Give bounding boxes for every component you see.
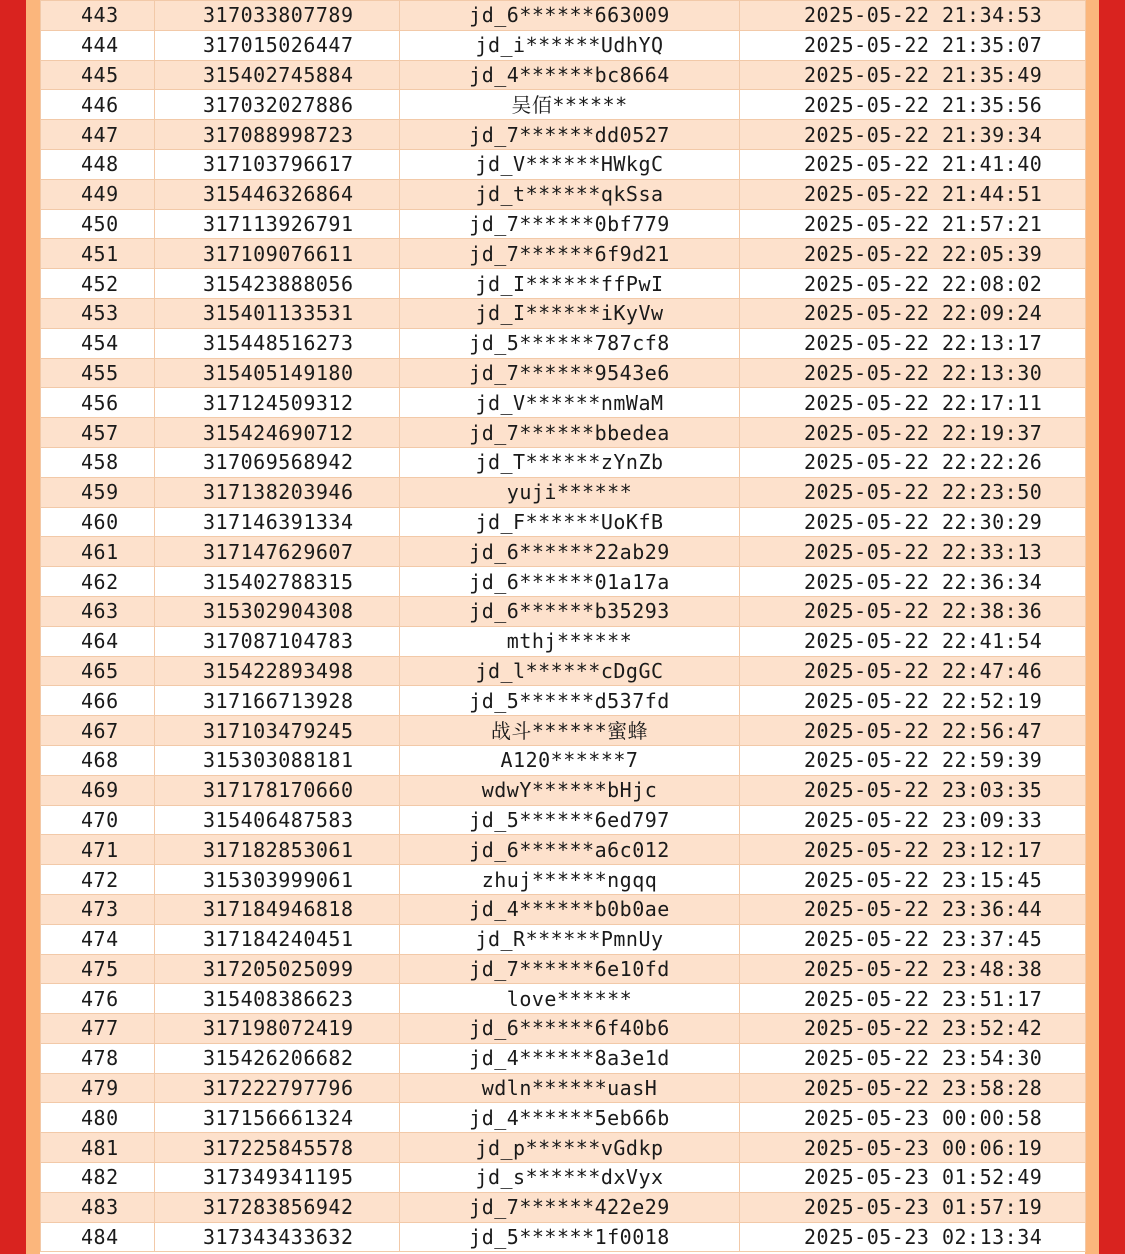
table-row [41,805,1086,835]
timestamp: 2025-05-23 00:00:58 [740,1103,1086,1133]
user-name: jd_4******b0b0ae [400,894,740,924]
order-id: 315406487583 [155,805,400,835]
row-number: 480 [41,1103,155,1133]
row-number: 466 [41,686,155,716]
timestamp: 2025-05-22 23:54:30 [740,1043,1086,1073]
row-number: 452 [41,269,155,299]
table-row [41,775,1086,805]
table-row [41,447,1086,477]
table-row [41,656,1086,686]
table-row [41,1222,1086,1252]
user-name: jd_V******nmWaM [400,388,740,418]
user-name: jd_6******01a17a [400,567,740,597]
user-name: jd_6******22ab29 [400,537,740,567]
row-number: 457 [41,418,155,448]
timestamp: 2025-05-22 21:35:56 [740,90,1086,120]
timestamp: 2025-05-22 23:52:42 [740,1014,1086,1044]
order-id: 317198072419 [155,1014,400,1044]
row-number: 444 [41,30,155,60]
order-id: 317184240451 [155,924,400,954]
table-row [41,328,1086,358]
timestamp: 2025-05-22 23:15:45 [740,865,1086,895]
user-name: mthj****** [400,626,740,656]
order-id: 315401133531 [155,298,400,328]
table-row [41,1192,1086,1222]
user-name: jd_6******b35293 [400,596,740,626]
order-id: 317138203946 [155,477,400,507]
timestamp: 2025-05-22 22:36:34 [740,567,1086,597]
winners-table [40,0,1086,1252]
table-body [41,1,1086,1252]
user-name: jd_7******9543e6 [400,358,740,388]
user-name: jd_V******HWkgC [400,149,740,179]
timestamp: 2025-05-22 23:51:17 [740,984,1086,1014]
order-id: 317283856942 [155,1192,400,1222]
order-id: 317166713928 [155,686,400,716]
order-id: 315446326864 [155,179,400,209]
table-row [41,477,1086,507]
table-row [41,209,1086,239]
timestamp: 2025-05-22 22:22:26 [740,447,1086,477]
order-id: 315303999061 [155,865,400,895]
order-id: 315303088181 [155,745,400,775]
order-id: 317103479245 [155,716,400,746]
row-number: 465 [41,656,155,686]
table-row [41,894,1086,924]
row-number: 460 [41,507,155,537]
table-row [41,298,1086,328]
table-row [41,865,1086,895]
row-number: 472 [41,865,155,895]
table-row [41,120,1086,150]
row-number: 471 [41,835,155,865]
user-name: yuji****** [400,477,740,507]
user-name: 吴佰****** [400,90,740,120]
timestamp: 2025-05-22 22:08:02 [740,269,1086,299]
user-name: jd_7******dd0527 [400,120,740,150]
table-row [41,716,1086,746]
table-row [41,418,1086,448]
user-name: wdwY******bHjc [400,775,740,805]
table-row [41,1,1086,31]
order-id: 317113926791 [155,209,400,239]
order-id: 315302904308 [155,596,400,626]
table-row [41,1014,1086,1044]
timestamp: 2025-05-22 22:47:46 [740,656,1086,686]
row-number: 478 [41,1043,155,1073]
timestamp: 2025-05-22 23:09:33 [740,805,1086,835]
order-id: 317033807789 [155,1,400,31]
row-number: 459 [41,477,155,507]
row-number: 445 [41,60,155,90]
order-id: 317032027886 [155,90,400,120]
user-name: jd_t******qkSsa [400,179,740,209]
timestamp: 2025-05-22 22:23:50 [740,477,1086,507]
timestamp: 2025-05-22 21:35:49 [740,60,1086,90]
timestamp: 2025-05-22 22:13:30 [740,358,1086,388]
row-number: 450 [41,209,155,239]
order-id: 315402745884 [155,60,400,90]
order-id: 315405149180 [155,358,400,388]
timestamp: 2025-05-22 22:09:24 [740,298,1086,328]
timestamp: 2025-05-22 21:34:53 [740,1,1086,31]
user-name: jd_6******663009 [400,1,740,31]
user-name: love****** [400,984,740,1014]
row-number: 455 [41,358,155,388]
table-row [41,1043,1086,1073]
row-number: 446 [41,90,155,120]
order-id: 315426206682 [155,1043,400,1073]
user-name: 战斗******蜜蜂 [400,716,740,746]
order-id: 315422893498 [155,656,400,686]
row-number: 462 [41,567,155,597]
user-name: zhuj******ngqq [400,865,740,895]
row-number: 453 [41,298,155,328]
user-name: jd_5******787cf8 [400,328,740,358]
row-number: 454 [41,328,155,358]
row-number: 484 [41,1222,155,1252]
order-id: 317146391334 [155,507,400,537]
timestamp: 2025-05-22 21:35:07 [740,30,1086,60]
timestamp: 2025-05-22 21:39:34 [740,120,1086,150]
table-row [41,60,1086,90]
row-number: 458 [41,447,155,477]
timestamp: 2025-05-22 23:58:28 [740,1073,1086,1103]
order-id: 317103796617 [155,149,400,179]
user-name: jd_I******ffPwI [400,269,740,299]
timestamp: 2025-05-22 21:57:21 [740,209,1086,239]
row-number: 468 [41,745,155,775]
table-row [41,596,1086,626]
table-row [41,269,1086,299]
table-row [41,1133,1086,1163]
order-id: 317015026447 [155,30,400,60]
table-row [41,149,1086,179]
order-id: 317184946818 [155,894,400,924]
table-row [41,924,1086,954]
timestamp: 2025-05-23 00:06:19 [740,1133,1086,1163]
table-row [41,1163,1086,1193]
table-row [41,537,1086,567]
row-number: 448 [41,149,155,179]
user-name: jd_4******8a3e1d [400,1043,740,1073]
row-number: 475 [41,954,155,984]
order-id: 317088998723 [155,120,400,150]
row-number: 474 [41,924,155,954]
table-row [41,984,1086,1014]
user-name: jd_5******d537fd [400,686,740,716]
user-name: jd_i******UdhYQ [400,30,740,60]
timestamp: 2025-05-22 22:38:36 [740,596,1086,626]
table-row [41,1103,1086,1133]
user-name: jd_5******1f0018 [400,1222,740,1252]
table-row [41,954,1086,984]
table-row [41,686,1086,716]
user-name: jd_F******UoKfB [400,507,740,537]
user-name: jd_6******a6c012 [400,835,740,865]
row-number: 476 [41,984,155,1014]
row-number: 464 [41,626,155,656]
timestamp: 2025-05-22 22:33:13 [740,537,1086,567]
row-number: 447 [41,120,155,150]
order-id: 317069568942 [155,447,400,477]
timestamp: 2025-05-22 21:41:40 [740,149,1086,179]
order-id: 317205025099 [155,954,400,984]
order-id: 317147629607 [155,537,400,567]
row-number: 461 [41,537,155,567]
user-name: jd_7******0bf779 [400,209,740,239]
row-number: 473 [41,894,155,924]
order-id: 317222797796 [155,1073,400,1103]
timestamp: 2025-05-22 22:52:19 [740,686,1086,716]
row-number: 443 [41,1,155,31]
timestamp: 2025-05-23 01:57:19 [740,1192,1086,1222]
row-number: 467 [41,716,155,746]
user-name: A120******7 [400,745,740,775]
user-name: jd_I******iKyVw [400,298,740,328]
row-number: 477 [41,1014,155,1044]
user-name: jd_p******vGdkp [400,1133,740,1163]
order-id: 317124509312 [155,388,400,418]
timestamp: 2025-05-23 02:13:34 [740,1222,1086,1252]
order-id: 317225845578 [155,1133,400,1163]
table-row [41,745,1086,775]
timestamp: 2025-05-22 22:59:39 [740,745,1086,775]
user-name: jd_7******6f9d21 [400,239,740,269]
timestamp: 2025-05-22 23:37:45 [740,924,1086,954]
order-id: 315408386623 [155,984,400,1014]
table-row [41,1073,1086,1103]
order-id: 315424690712 [155,418,400,448]
timestamp: 2025-05-22 21:44:51 [740,179,1086,209]
order-id: 317087104783 [155,626,400,656]
table-row [41,626,1086,656]
timestamp: 2025-05-22 22:56:47 [740,716,1086,746]
user-name: jd_5******6ed797 [400,805,740,835]
order-id: 317349341195 [155,1163,400,1193]
user-name: wdln******uasH [400,1073,740,1103]
row-number: 479 [41,1073,155,1103]
table-row [41,90,1086,120]
order-id: 317109076611 [155,239,400,269]
order-id: 317343433632 [155,1222,400,1252]
timestamp: 2025-05-22 22:19:37 [740,418,1086,448]
user-name: jd_7******422e29 [400,1192,740,1222]
user-name: jd_4******bc8664 [400,60,740,90]
row-number: 449 [41,179,155,209]
table-row [41,567,1086,597]
table-row [41,507,1086,537]
table-row [41,179,1086,209]
timestamp: 2025-05-22 22:41:54 [740,626,1086,656]
timestamp: 2025-05-22 23:48:38 [740,954,1086,984]
order-id: 315448516273 [155,328,400,358]
row-number: 456 [41,388,155,418]
user-name: jd_7******6e10fd [400,954,740,984]
timestamp: 2025-05-23 01:52:49 [740,1163,1086,1193]
timestamp: 2025-05-22 22:13:17 [740,328,1086,358]
timestamp: 2025-05-22 23:12:17 [740,835,1086,865]
user-name: jd_l******cDgGC [400,656,740,686]
row-number: 482 [41,1163,155,1193]
timestamp: 2025-05-22 23:36:44 [740,894,1086,924]
user-name: jd_4******5eb66b [400,1103,740,1133]
user-name: jd_7******bbedea [400,418,740,448]
row-number: 463 [41,596,155,626]
user-name: jd_s******dxVyx [400,1163,740,1193]
order-id: 317182853061 [155,835,400,865]
table-row [41,835,1086,865]
timestamp: 2025-05-22 22:17:11 [740,388,1086,418]
row-number: 481 [41,1133,155,1163]
row-number: 470 [41,805,155,835]
order-id: 315402788315 [155,567,400,597]
table-row [41,239,1086,269]
order-id: 315423888056 [155,269,400,299]
user-name: jd_T******zYnZb [400,447,740,477]
row-number: 469 [41,775,155,805]
user-name: jd_R******PmnUy [400,924,740,954]
timestamp: 2025-05-22 22:05:39 [740,239,1086,269]
timestamp: 2025-05-22 23:03:35 [740,775,1086,805]
row-number: 451 [41,239,155,269]
user-name: jd_6******6f40b6 [400,1014,740,1044]
table-row [41,358,1086,388]
order-id: 317178170660 [155,775,400,805]
table-row [41,30,1086,60]
order-id: 317156661324 [155,1103,400,1133]
row-number: 483 [41,1192,155,1222]
timestamp: 2025-05-22 22:30:29 [740,507,1086,537]
table-row [41,388,1086,418]
